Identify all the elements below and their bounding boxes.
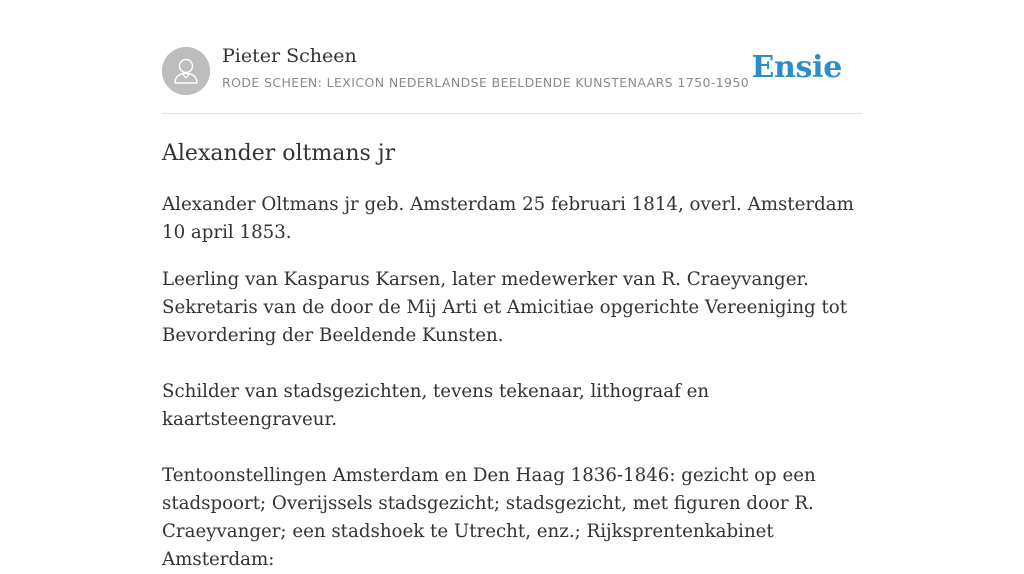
article-paragraph-4: Tentoonstellingen Amsterdam en Den Haag 1836-1846: gezicht op een stadspoort; Overijssels stadsgezicht; stadsgezicht, met figuren door R. Craeyvanger; een stadshoek te Utrecht, enz.; Rijksprentenkabinet Amsterdam:: [162, 465, 816, 570]
article-header: [162, 0, 862, 114]
article-paragraph-3: Schilder van stadsgezichten, tevens tekenaar, lithograaf en kaartsteengraveur.: [162, 381, 710, 430]
brand-logo[interactable]: Ensie: [751, 50, 842, 85]
article-paragraph-1: Alexander Oltmans jr geb. Amsterdam 25 februari 1814, overl. Amsterdam 10 april 1853.: [162, 194, 854, 243]
user-silhouette-icon: [162, 47, 210, 95]
article-paragraph-2: Leerling van Kasparus Karsen, later medewerker van R. Craeyvanger. Sekretaris van de door de Mij Arti et Amicitiae opgerichte Vereeniging tot Bevordering der Beeldende Kunsten.: [162, 269, 848, 346]
author-name[interactable]: Pieter Scheen: [222, 45, 357, 67]
author-avatar[interactable]: [162, 47, 210, 95]
article-container: [162, 0, 862, 574]
source-label[interactable]: RODE SCHEEN: LEXICON NEDERLANDSE BEELDENDE KUNSTENAARS 1750-1950: [222, 75, 750, 90]
article-title: Alexander oltmans jr: [162, 141, 396, 166]
